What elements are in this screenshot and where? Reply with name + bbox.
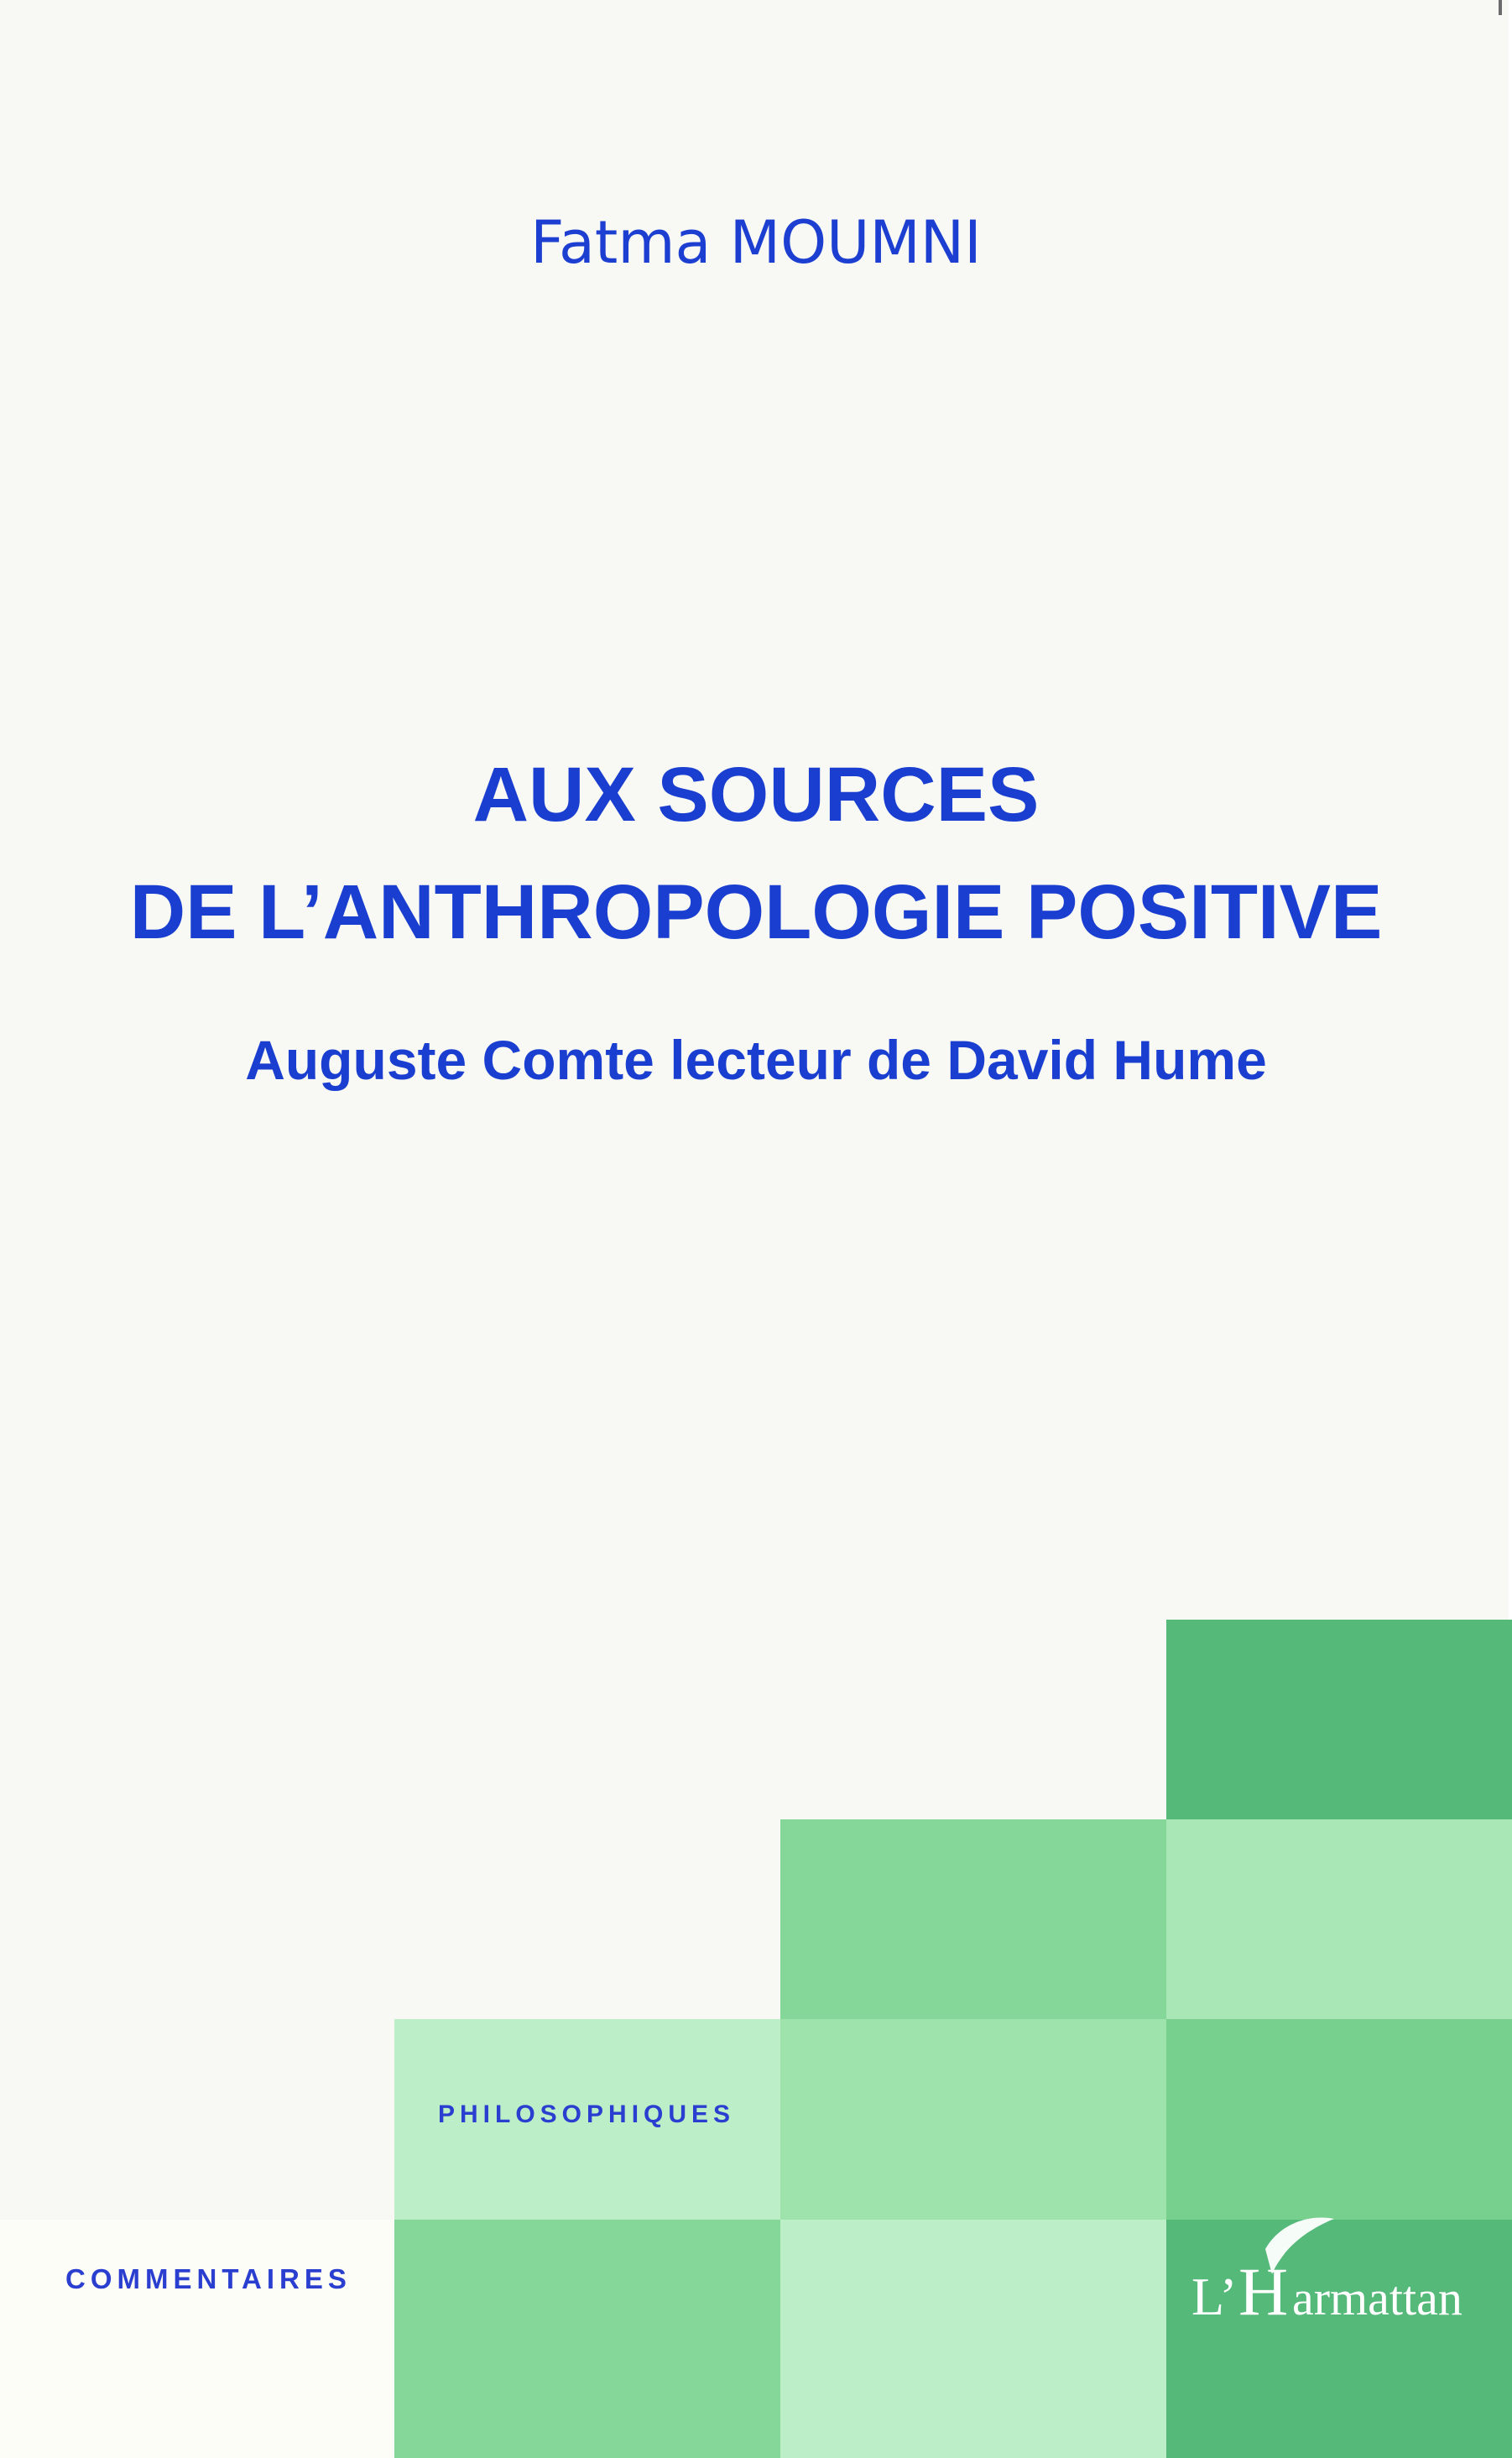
series-label-philosophiques: PHILOSOPHIQUES — [438, 2101, 736, 2128]
crop-mark — [1499, 0, 1502, 15]
tile-top-right — [1166, 1620, 1512, 1819]
series-label-commentaires: COMMENTAIRES — [65, 2263, 352, 2294]
svg-text:L’: L’ — [1191, 2267, 1238, 2326]
subtitle: Auguste Comte lecteur de David Hume — [245, 1029, 1267, 1091]
title-line-2: DE L’ANTHROPOLOGIE POSITIVE — [129, 869, 1383, 955]
author-name: Fatma MOUMNI — [530, 208, 982, 277]
tile-row2-mid — [780, 1819, 1166, 2019]
tile-row4-mid — [780, 2220, 1166, 2458]
publisher-logo — [1191, 2215, 1512, 2341]
tile-row3-right — [1166, 2019, 1512, 2220]
tile-row3-mid — [780, 2019, 1166, 2220]
svg-text:armattan: armattan — [1292, 2271, 1462, 2325]
title-line-1: AUX SOURCES — [472, 752, 1040, 838]
series-strip — [0, 2220, 394, 2458]
tile-row2-right — [1166, 1819, 1512, 2019]
tile-row4-left — [394, 2220, 780, 2458]
svg-text:H: H — [1238, 2253, 1289, 2330]
